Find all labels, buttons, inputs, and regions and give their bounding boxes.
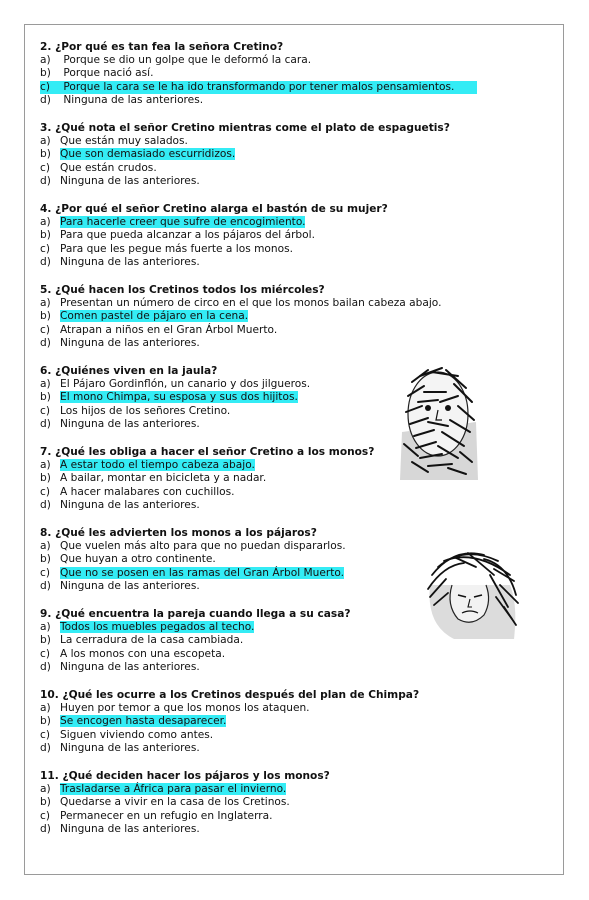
option-letter: a) (40, 54, 51, 66)
option-letter: b) (40, 553, 51, 566)
option-text: Permanecer en un refugio en Inglaterra. (60, 809, 273, 822)
option-letter: c) (40, 161, 50, 174)
option-text: Para hacerle creer que sufre de encogimiento. (60, 216, 306, 228)
option-letter: b) (40, 715, 51, 728)
option-text: La cerradura de la casa cambiada. (60, 634, 244, 647)
question-number: 11. (40, 770, 59, 782)
answer-option (40, 229, 520, 242)
question-text: ¿Qué hacen los Cretinos todos los miércoles? (55, 284, 325, 296)
question-number: 7. (40, 446, 52, 458)
question-block (40, 40, 520, 107)
answer-option (40, 256, 520, 269)
answer-option (40, 796, 520, 809)
question-title (40, 526, 520, 540)
question-text: ¿Quiénes viven en la jaula? (55, 365, 218, 377)
option-text: Que vuelen más alto para que no puedan dispararlos. (60, 540, 346, 552)
option-letter: c) (40, 242, 50, 255)
option-letter: b) (40, 148, 51, 161)
answer-option (40, 162, 520, 175)
option-text: Ninguna de las anteriores. (60, 93, 204, 106)
answer-option (40, 648, 520, 661)
option-letter: a) (40, 297, 51, 309)
option-text: Ninguna de las anteriores. (60, 417, 200, 430)
option-letter: b) (40, 67, 51, 80)
question-number: 6. (40, 365, 52, 377)
answer-option-selected (40, 310, 520, 323)
option-letter: a) (40, 459, 51, 471)
question-title (40, 283, 520, 297)
answer-option-selected (40, 148, 520, 161)
option-text: Ninguna de las anteriores. (60, 579, 200, 592)
question-block (40, 202, 520, 269)
question-title (40, 688, 520, 702)
question-number: 3. (40, 122, 52, 134)
question-number: 2. (40, 41, 52, 53)
question-title (40, 121, 520, 135)
option-text: Para que les pegue más fuerte a los monos. (60, 242, 293, 255)
answer-option (40, 54, 520, 67)
option-text: Presentan un número de circo en el que los monos bailan cabeza abajo. (60, 297, 442, 309)
option-text: A bailar, montar en bicicleta y a nadar. (60, 472, 267, 485)
option-text: A los monos con una escopeta. (60, 647, 226, 660)
option-text: El mono Chimpa, su esposa y sus dos hijitos. (60, 391, 298, 404)
option-letter: c) (40, 485, 50, 498)
option-letter: a) (40, 783, 51, 795)
option-text: Ninguna de las anteriores. (60, 741, 200, 754)
question-text: ¿Qué les ocurre a los Cretinos después del plan de Chimpa? (62, 689, 420, 701)
option-letter: d) (40, 336, 51, 349)
option-text: Ninguna de las anteriores. (60, 660, 200, 673)
option-letter: b) (40, 229, 51, 242)
answer-option (40, 499, 520, 512)
answer-option (40, 175, 520, 188)
option-letter: a) (40, 378, 51, 390)
option-letter: c) (40, 323, 50, 336)
question-number: 8. (40, 527, 52, 539)
hairy-face-sketch-icon (398, 362, 480, 480)
question-block (40, 688, 520, 755)
question-title (40, 202, 520, 216)
question-text: ¿Por qué el señor Cretino alarga el bastón de su mujer? (55, 203, 388, 215)
question-number: 9. (40, 608, 52, 620)
question-block (40, 121, 520, 188)
option-letter: d) (40, 660, 51, 673)
option-text: Huyen por temor a que los monos los ataquen. (60, 702, 310, 714)
option-text: Que están crudos. (60, 161, 157, 174)
option-letter: c) (40, 566, 50, 579)
question-text: ¿Qué les obliga a hacer el señor Cretino a los monos? (55, 446, 375, 458)
option-letter: d) (40, 498, 51, 511)
question-text: ¿Qué encuentra la pareja cuando llega a su casa? (55, 608, 351, 620)
question-block (40, 283, 520, 350)
question-text: ¿Qué nota el señor Cretino mientras come el plato de espaguetis? (55, 122, 450, 134)
answer-option (40, 742, 520, 755)
answer-option (40, 67, 520, 80)
option-letter: d) (40, 417, 51, 430)
messy-hair-face-sketch-icon (424, 545, 520, 641)
option-text: Los hijos de los señores Cretino. (60, 404, 231, 417)
option-letter: c) (40, 728, 50, 741)
option-text: A estar todo el tiempo cabeza abajo. (60, 459, 255, 471)
option-text: Porque se dio un golpe que le deformó la cara. (60, 54, 312, 66)
option-text: Comen pastel de pájaro en la cena. (60, 310, 249, 323)
option-text: Que están muy salados. (60, 135, 188, 147)
option-text: Ninguna de las anteriores. (60, 822, 200, 835)
answer-option (40, 94, 520, 107)
option-letter: c) (40, 80, 50, 93)
option-letter: a) (40, 540, 51, 552)
option-letter: c) (40, 404, 50, 417)
question-number: 10. (40, 689, 59, 701)
option-letter: b) (40, 472, 51, 485)
option-text: Todos los muebles pegados al techo. (60, 621, 255, 633)
option-letter: d) (40, 579, 51, 592)
option-text: Que huyan a otro continente. (60, 553, 216, 566)
question-title (40, 769, 520, 783)
answer-option (40, 823, 520, 836)
answer-option (40, 297, 520, 310)
question-text: ¿Por qué es tan fea la señora Cretino? (55, 41, 284, 53)
option-letter: d) (40, 174, 51, 187)
answer-option-selected (40, 783, 520, 796)
option-letter: c) (40, 809, 50, 822)
option-letter: b) (40, 391, 51, 404)
option-letter: b) (40, 634, 51, 647)
question-number: 4. (40, 203, 52, 215)
question-block (40, 769, 520, 836)
option-letter: d) (40, 822, 51, 835)
answer-option (40, 810, 520, 823)
option-text: Trasladarse a África para pasar el invierno. (60, 783, 287, 795)
question-text: ¿Qué les advierten los monos a los pájaros? (55, 527, 317, 539)
option-letter: d) (40, 255, 51, 268)
option-text: Se encogen hasta desaparecer. (60, 715, 227, 728)
option-text: A hacer malabares con cuchillos. (60, 485, 235, 498)
option-text: Porque la cara se le ha ido transformando por tener malos pensamientos. (60, 80, 455, 93)
option-text: Ninguna de las anteriores. (60, 336, 200, 349)
answer-option (40, 729, 520, 742)
option-text: Para que pueda alcanzar a los pájaros del árbol. (60, 229, 315, 242)
answer-option (40, 702, 520, 715)
option-text: Atrapan a niños en el Gran Árbol Muerto. (60, 323, 278, 336)
answer-option-selected (40, 81, 477, 94)
option-letter: a) (40, 621, 51, 633)
option-letter: a) (40, 135, 51, 147)
answer-option (40, 243, 520, 256)
option-text: Que no se posen en las ramas del Gran Árbol Muerto. (60, 566, 345, 579)
answer-option-selected (40, 216, 520, 229)
answer-option (40, 135, 520, 148)
option-text: Ninguna de las anteriores. (60, 174, 200, 187)
question-text: ¿Qué deciden hacer los pájaros y los monos? (62, 770, 330, 782)
answer-option (40, 324, 520, 337)
answer-option-selected (40, 715, 520, 728)
option-letter: b) (40, 796, 51, 809)
option-letter: d) (40, 741, 51, 754)
question-title (40, 40, 520, 54)
answer-option (40, 661, 520, 674)
option-text: Porque nació así. (60, 67, 154, 80)
option-text: Ninguna de las anteriores. (60, 498, 200, 511)
option-letter: d) (40, 93, 51, 106)
answer-option (40, 486, 520, 499)
question-number: 5. (40, 284, 52, 296)
option-text: Quedarse a vivir en la casa de los Cretinos. (60, 796, 290, 809)
answer-option (40, 337, 520, 350)
option-text: Ninguna de las anteriores. (60, 255, 200, 268)
option-text: Que son demasiado escurridizos. (60, 148, 236, 161)
option-letter: b) (40, 310, 51, 323)
option-letter: a) (40, 702, 51, 714)
option-text: Siguen viviendo como antes. (60, 728, 214, 741)
option-letter: a) (40, 216, 51, 228)
option-text: El Pájaro Gordinflón, un canario y dos jilgueros. (60, 378, 311, 390)
option-letter: c) (40, 647, 50, 660)
